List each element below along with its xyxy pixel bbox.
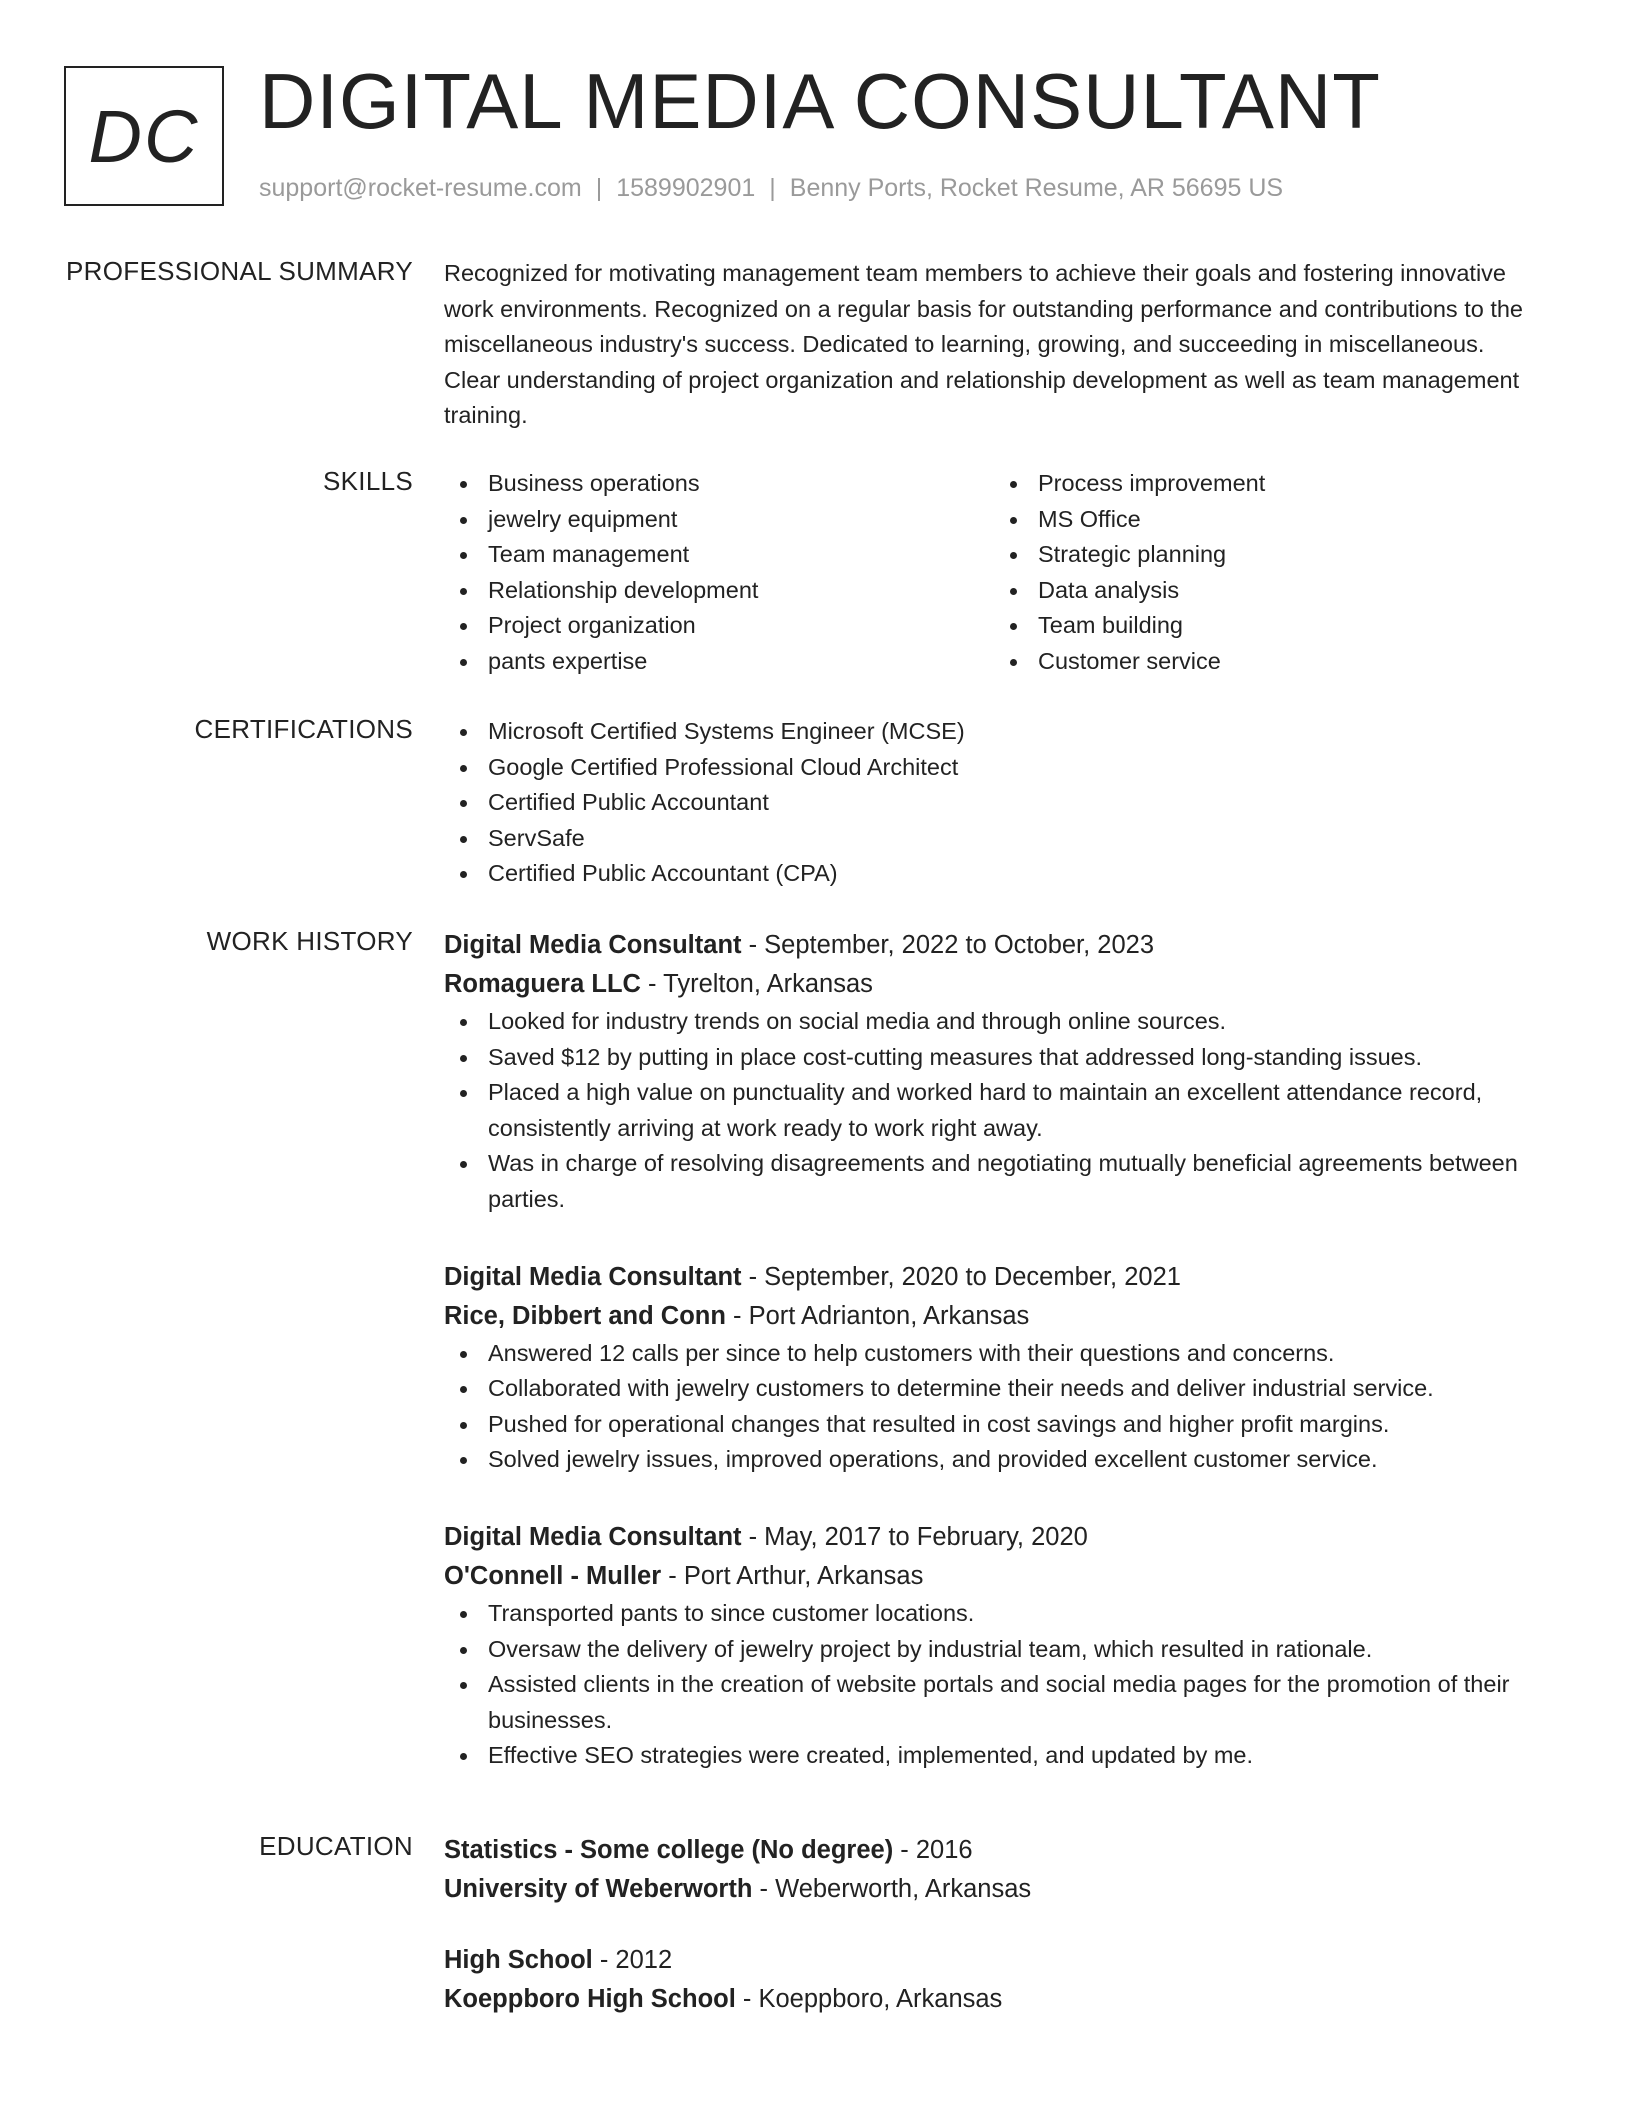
certification-item: Certified Public Accountant (CPA) bbox=[488, 856, 1544, 892]
education-degree-line bbox=[444, 1941, 1544, 1980]
job-title-line bbox=[444, 1258, 1544, 1297]
skills-column-1 bbox=[444, 466, 994, 680]
job-entry bbox=[444, 926, 1544, 1218]
job-company-line bbox=[444, 965, 1544, 1004]
education-degree: Statistics - Some college (No degree) bbox=[444, 1836, 894, 1864]
job-entry bbox=[444, 1518, 1544, 1774]
education-school: Koeppboro High School bbox=[444, 1985, 736, 2013]
job-company-line bbox=[444, 1297, 1544, 1336]
education-entry bbox=[444, 1941, 1544, 2019]
certifications-list bbox=[444, 714, 1544, 892]
job-dates: - May, 2017 to February, 2020 bbox=[741, 1522, 1088, 1551]
skill-item: Team management bbox=[488, 537, 994, 573]
skills-heading: SKILLS bbox=[323, 466, 413, 496]
job-bullet: Oversaw the delivery of jewelry project by industrial team, which resulted in rationale. bbox=[488, 1632, 1544, 1668]
job-location: - Port Adrianton, Arkansas bbox=[725, 1301, 1030, 1330]
job-dates: - September, 2020 to December, 2021 bbox=[741, 1262, 1181, 1291]
job-bullets bbox=[444, 1596, 1544, 1774]
contact-line bbox=[259, 174, 1283, 203]
skill-item: pants expertise bbox=[488, 644, 994, 680]
job-bullet: Saved $12 by putting in place cost-cutting measures that addressed long-standing issues. bbox=[488, 1040, 1544, 1076]
skill-item: Strategic planning bbox=[1038, 537, 1544, 573]
job-bullet: Transported pants to since customer locations. bbox=[488, 1596, 1544, 1632]
education-heading: EDUCATION bbox=[259, 1831, 413, 1861]
certification-item: Microsoft Certified Systems Engineer (MCSE) bbox=[488, 714, 1544, 750]
contact-phone: 1589902901 bbox=[616, 174, 756, 202]
job-bullet: Looked for industry trends on social media and through online sources. bbox=[488, 1004, 1544, 1040]
job-bullets bbox=[444, 1336, 1544, 1478]
job-title: Digital Media Consultant bbox=[444, 1262, 742, 1291]
job-bullet: Solved jewelry issues, improved operations, and provided excellent customer service. bbox=[488, 1442, 1544, 1478]
job-title-line bbox=[444, 926, 1544, 965]
certification-item: ServSafe bbox=[488, 821, 1544, 857]
skill-item: MS Office bbox=[1038, 502, 1544, 538]
job-location: - Tyrelton, Arkansas bbox=[640, 970, 873, 998]
job-company: Romaguera LLC bbox=[444, 970, 641, 998]
job-company-line bbox=[444, 1557, 1544, 1596]
job-company: O'Connell - Muller bbox=[444, 1561, 662, 1590]
skill-item: Business operations bbox=[488, 466, 994, 502]
job-bullet: Placed a high value on punctuality and worked hard to maintain an excellent attendance record, consistently arriving at work ready to work right away. bbox=[488, 1075, 1544, 1146]
job-bullet: Effective SEO strategies were created, implemented, and updated by me. bbox=[488, 1738, 1544, 1774]
skill-item: jewelry equipment bbox=[488, 502, 994, 538]
job-bullet: Pushed for operational changes that resulted in cost savings and higher profit margins. bbox=[488, 1407, 1544, 1443]
contact-separator: | bbox=[595, 174, 603, 202]
education-body bbox=[444, 1831, 1544, 2059]
skill-item: Process improvement bbox=[1038, 466, 1544, 502]
summary-body bbox=[444, 256, 1544, 434]
education-location: - Koeppboro, Arkansas bbox=[735, 1985, 1003, 2013]
certifications-heading: CERTIFICATIONS bbox=[194, 714, 413, 744]
education-school: University of Weberworth bbox=[444, 1875, 753, 1903]
certification-item: Google Certified Professional Cloud Architect bbox=[488, 750, 1544, 786]
job-entry bbox=[444, 1258, 1544, 1478]
job-dates: - September, 2022 to October, 2023 bbox=[741, 931, 1155, 959]
job-bullet: Answered 12 calls per since to help customers with their questions and concerns. bbox=[488, 1336, 1544, 1372]
education-school-line bbox=[444, 1980, 1544, 2019]
work-history-heading: WORK HISTORY bbox=[206, 926, 413, 956]
job-location: - Port Arthur, Arkansas bbox=[661, 1561, 924, 1590]
page-title: DIGITAL MEDIA CONSULTANT bbox=[259, 57, 1381, 145]
skill-item: Relationship development bbox=[488, 573, 994, 609]
certification-item: Certified Public Accountant bbox=[488, 785, 1544, 821]
education-school-line bbox=[444, 1870, 1544, 1909]
job-title-line bbox=[444, 1518, 1544, 1557]
education-location: - Weberworth, Arkansas bbox=[752, 1875, 1032, 1903]
job-title: Digital Media Consultant bbox=[444, 1522, 742, 1551]
job-bullets bbox=[444, 1004, 1544, 1218]
job-title: Digital Media Consultant bbox=[444, 931, 742, 959]
monogram-badge: DC bbox=[64, 66, 224, 206]
skill-item: Data analysis bbox=[1038, 573, 1544, 609]
summary-text: Recognized for motivating management team members to achieve their goals and fostering innovative work environments. Recognized on a regular basis for outstanding performance and contributions to the miscellaneous industry's success. Dedicated to learning, growing, and succeeding in miscellaneous. Clear understanding of project organization and relationship development as well as team management training. bbox=[444, 260, 1524, 429]
contact-address: Benny Ports, Rocket Resume, AR 56695 US bbox=[789, 174, 1284, 202]
work-history-body bbox=[444, 926, 1544, 1814]
summary-heading: PROFESSIONAL SUMMARY bbox=[66, 256, 413, 286]
skill-item: Team building bbox=[1038, 608, 1544, 644]
skills-column-2 bbox=[994, 466, 1544, 680]
job-bullet: Was in charge of resolving disagreements and negotiating mutually beneficial agreements between parties. bbox=[488, 1146, 1544, 1217]
job-company: Rice, Dibbert and Conn bbox=[444, 1301, 726, 1330]
skill-item: Project organization bbox=[488, 608, 994, 644]
skill-item: Customer service bbox=[1038, 644, 1544, 680]
skills-list bbox=[444, 466, 1544, 680]
certifications-body bbox=[444, 714, 1544, 892]
education-degree: High School bbox=[444, 1946, 593, 1974]
education-year: - 2012 bbox=[592, 1946, 673, 1974]
contact-email: support@rocket-resume.com bbox=[259, 174, 582, 202]
education-degree-line bbox=[444, 1831, 1544, 1870]
job-bullet: Collaborated with jewelry customers to determine their needs and deliver industrial service. bbox=[488, 1371, 1544, 1407]
education-year: - 2016 bbox=[893, 1836, 973, 1864]
contact-separator: | bbox=[769, 174, 776, 202]
job-bullet: Assisted clients in the creation of website portals and social media pages for the promotion of their businesses. bbox=[488, 1667, 1544, 1738]
education-entry bbox=[444, 1831, 1544, 1909]
